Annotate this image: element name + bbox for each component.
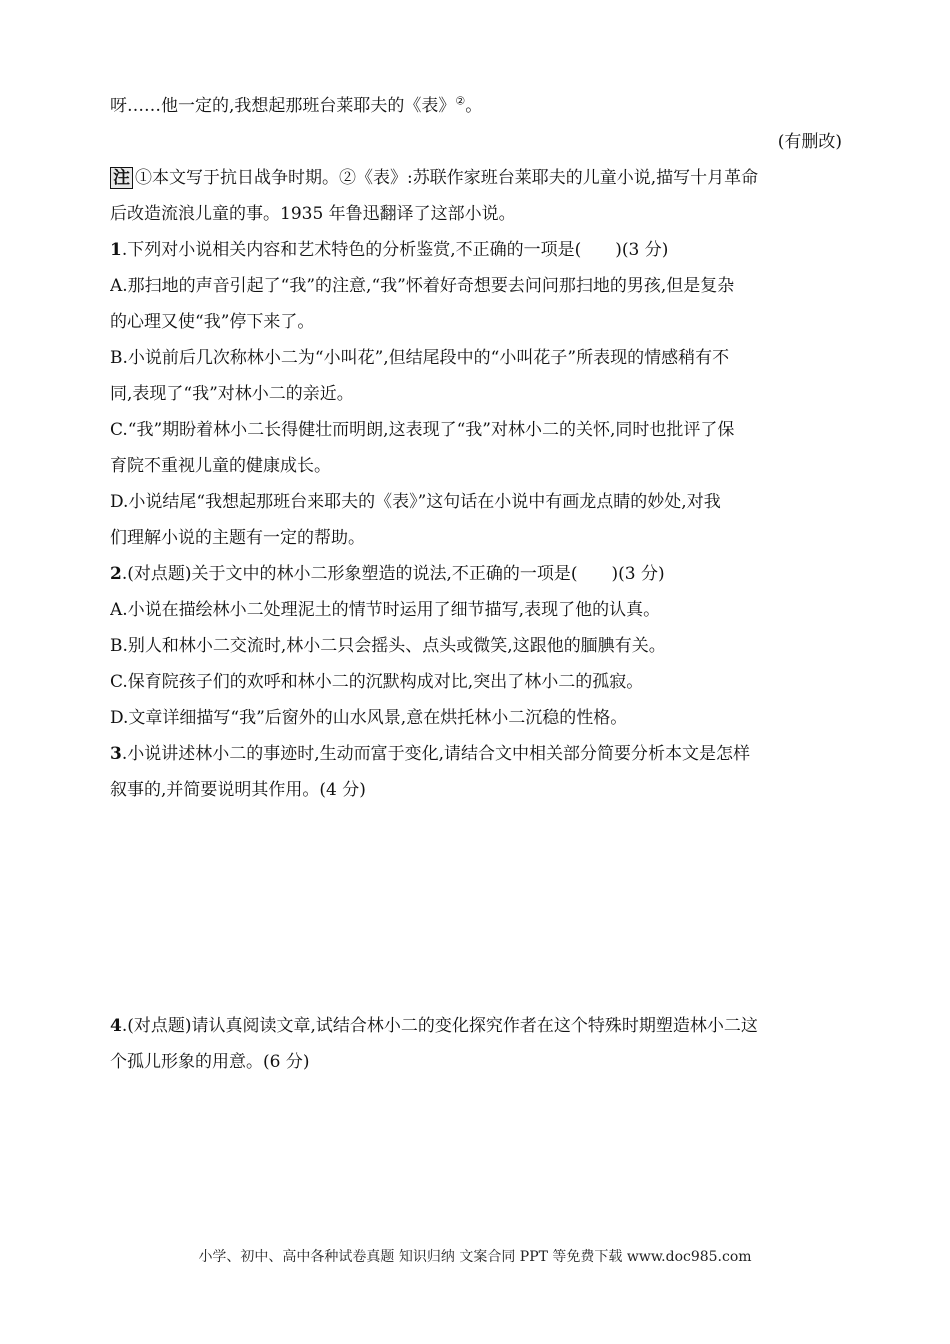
- question-stem-text: .(对点题)关于文中的林小二形象塑造的说法,不正确的一项是( )(3 分): [121, 564, 665, 584]
- question-4-line-2: 个孤儿形象的用意。(6 分): [110, 1052, 310, 1072]
- q1-option-c-line-2: 育院不重视儿童的健康成长。: [110, 456, 331, 476]
- notes-line-2: 后改造流浪儿童的事。1935 年鲁迅翻译了这部小说。: [110, 204, 516, 224]
- question-1-stem: [110, 232, 842, 268]
- question-stem-text: .小说讲述林小二的事迹时,生动而富于变化,请结合文中相关部分简要分析本文是怎样: [121, 744, 751, 764]
- question-stem-text: .(对点题)请认真阅读文章,试结合林小二的变化探究作者在这个特殊时期塑造林小二这: [121, 1016, 758, 1036]
- q1-option-a-line-2: 的心理又使“我”停下来了。: [110, 312, 315, 332]
- question-3-line-1: [110, 736, 842, 772]
- q2-option-a: A.小说在描绘林小二处理泥土的情节时运用了细节描写,表现了他的认真。: [110, 600, 661, 620]
- q1-option-d-line-2: 们理解小说的主题有一定的帮助。: [110, 528, 365, 548]
- question-2-stem: [110, 556, 842, 592]
- notes-line-1: [110, 160, 842, 196]
- q1-option-b-line-1: B.小说前后几次称林小二为“小叫花”,但结尾段中的“小叫花子”所表现的情感稍有不: [110, 348, 730, 368]
- page-footer: 小学、初中、高中各种试卷真题 知识归纳 文案合同 PPT 等免费下载 www.doc985.com: [198, 1249, 752, 1265]
- q1-option-a-line-1: A.那扫地的声音引起了“我”的注意,“我”怀着好奇想要去问问那扫地的男孩,但是复杂: [110, 276, 735, 296]
- q1-option-c-line-1: C.“我”期盼着林小二长得健壮而明朗,这表现了“我”对林小二的关怀,同时也批评了保: [110, 420, 735, 440]
- question-4-line-1: [110, 1008, 842, 1044]
- q2-option-b: B.别人和林小二交流时,林小二只会摇头、点头或微笑,这跟他的腼腆有关。: [110, 636, 666, 656]
- notes-text-1: ①本文写于抗日战争时期。②《表》:苏联作家班台莱耶夫的儿童小说,描写十月革命: [135, 168, 759, 188]
- passage-last-line: [110, 88, 842, 124]
- footnote-marker: ②: [455, 94, 466, 108]
- answer-space: [110, 808, 842, 1008]
- q2-option-d: D.文章详细描写“我”后窗外的山水风景,意在烘托林小二沉稳的性格。: [110, 708, 628, 728]
- q1-option-b-line-2: 同,表现了“我”对林小二的亲近。: [110, 384, 354, 404]
- question-number: 2: [110, 564, 122, 584]
- source-note: (有删改): [777, 132, 842, 152]
- q1-option-d-line-1: D.小说结尾“我想起那班台来耶夫的《表》”这句话在小说中有画龙点睛的妙处,对我: [110, 492, 721, 512]
- notes-label: 注: [110, 167, 133, 189]
- passage-last-line-text: 呀……他一定的,我想起那班台莱耶夫的《表》: [110, 96, 456, 116]
- question-number: 1: [110, 240, 122, 260]
- q2-option-c: C.保育院孩子们的欢呼和林小二的沉默构成对比,突出了林小二的孤寂。: [110, 672, 644, 692]
- question-number: 3: [110, 744, 122, 764]
- document-page: [110, 88, 842, 1080]
- question-number: 4: [110, 1016, 122, 1036]
- question-3-line-2: 叙事的,并简要说明其作用。(4 分): [110, 780, 366, 800]
- passage-last-line-end: 。: [465, 96, 483, 116]
- question-stem-text: .下列对小说相关内容和艺术特色的分析鉴赏,不正确的一项是( )(3 分): [121, 240, 669, 260]
